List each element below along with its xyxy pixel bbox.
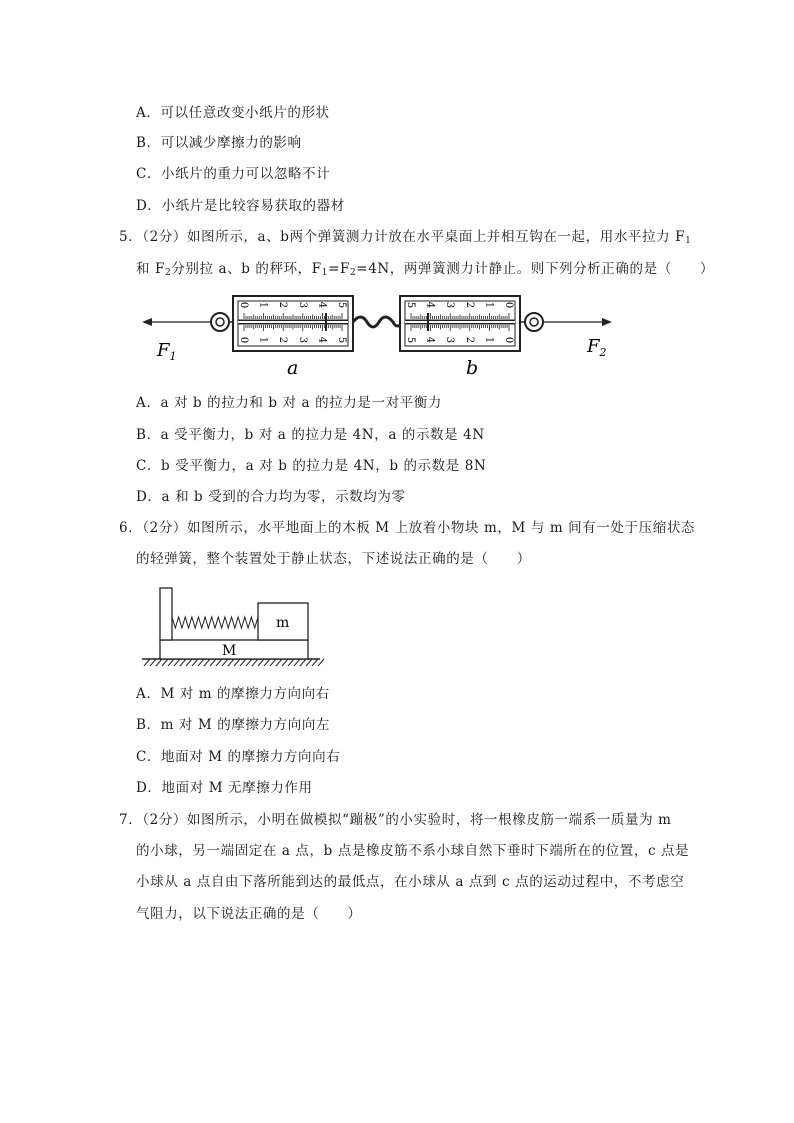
q4-option-c: C．小纸片的重力可以忽略不计 bbox=[136, 166, 331, 182]
balance-a-scale-top-0: 0 bbox=[238, 301, 249, 309]
force-f2-label: $F_2$ bbox=[587, 336, 607, 359]
q6-option-c: C．地面对 M 的摩擦力方向向右 bbox=[136, 749, 341, 765]
balance-b-scale-top-2: 2 bbox=[463, 301, 475, 309]
block-m-label: m bbox=[276, 615, 290, 631]
q5-stem-line1: 5．（2分）如图所示，a、b两个弹簧测力计放在水平桌面上并相互钩在一起，用水平拉力 $F_1$ bbox=[119, 229, 692, 246]
q6-option-d: D．地面对 M 无摩擦力作用 bbox=[136, 780, 313, 796]
balance-a-scale-top-5: 5 bbox=[336, 301, 347, 309]
q6-option-b: B．m 对 M 的摩擦力方向向左 bbox=[136, 717, 331, 733]
balance-b-scale-bottom-5: 5 bbox=[405, 336, 416, 344]
balance-b-scale-bottom-1: 1 bbox=[483, 336, 495, 344]
balance-a-scale-top-1: 1 bbox=[257, 301, 269, 309]
balance-a-scale-bottom-5: 5 bbox=[336, 336, 347, 344]
q4-option-a: A．可以任意改变小纸片的形状 bbox=[136, 105, 330, 121]
q5-option-b: B．a 受平衡力，b 对 a 的拉力是 4N，a 的示数是 4N bbox=[136, 427, 485, 443]
balance-a-scale-top-2: 2 bbox=[277, 301, 289, 309]
balance-a-label: a bbox=[287, 357, 299, 379]
q7-stem-line3: 小球从 a 点自由下落所能到达的最低点，在小球从 a 点到 c 点的运动过程中，不考虑空 bbox=[136, 874, 685, 890]
board-m-label: M bbox=[222, 643, 237, 659]
q5-option-c: C．b 受平衡力，a 对 b 的拉力是 4N，b 的示数是 8N bbox=[136, 458, 487, 474]
q6-stem-line1: 6．（2分）如图所示，水平地面上的木板 M 上放着小物块 m，M 与 m 间有一处于压缩状态 bbox=[119, 520, 696, 536]
balance-b-scale-top-5: 5 bbox=[405, 301, 416, 309]
balance-a-scale-bottom-1: 1 bbox=[257, 336, 269, 344]
compressed-spring bbox=[172, 617, 258, 628]
q6-option-a: A．M 对 m 的摩擦力方向向右 bbox=[136, 686, 330, 702]
balance-a-scale-bottom-4: 4 bbox=[316, 336, 328, 344]
balance-a-scale-bottom-3: 3 bbox=[296, 336, 308, 344]
q6-stem-line2: 的轻弹簧，整个装置处于静止状态，下述说法正确的是（ ） bbox=[136, 551, 531, 567]
balance-b-scale-top-1: 1 bbox=[483, 301, 495, 309]
balance-a-scale-bottom-0: 0 bbox=[238, 336, 249, 344]
balance-a-scale-top-4: 4 bbox=[316, 301, 328, 309]
q7-stem-line4: 气阻力，以下说法正确的是（ ） bbox=[136, 906, 362, 922]
balance-a-scale-bottom-2: 2 bbox=[277, 336, 289, 344]
balance-a-scale-top-3: 3 bbox=[296, 301, 308, 309]
balance-b-scale-bottom-2: 2 bbox=[463, 336, 475, 344]
q5-option-d: D．a 和 b 受到的合力均为零，示数均为零 bbox=[136, 489, 406, 505]
balance-b-scale-bottom-0: 0 bbox=[503, 336, 514, 344]
force-f1-label: $F_1$ bbox=[157, 340, 177, 363]
balance-b-scale-bottom-3: 3 bbox=[444, 336, 456, 344]
balance-b-scale-top-3: 3 bbox=[444, 301, 456, 309]
q7-stem-line2: 的小球，另一端固定在 a 点，b 点是橡皮筋不系小球自然下垂时下端所在的位置，c 点是 bbox=[136, 843, 690, 859]
q5-stem-line2: 和 $F_2$分别拉 a、b 的秤环，$F_1=F_2=4N$，两弹簧测力计静止。则下列分析正确的是（ ） bbox=[136, 261, 715, 278]
balance-b-scale-top-4: 4 bbox=[424, 301, 436, 309]
q4-option-b: B．可以减少摩擦力的影响 bbox=[136, 135, 302, 151]
q5-option-a: A．a 对 b 的拉力和 b 对 a 的拉力是一对平衡力 bbox=[136, 395, 442, 411]
q4-option-d: D．小纸片是比较容易获取的器材 bbox=[136, 198, 345, 214]
q7-stem-line1: 7．（2分）如图所示，小明在做模拟“蹦极”的小实验时，将一根橡皮筋一端系一质量为 m bbox=[119, 812, 672, 828]
balance-b-scale-bottom-4: 4 bbox=[424, 336, 436, 344]
balance-b-label: b bbox=[466, 357, 479, 379]
balance-b-scale-top-0: 0 bbox=[503, 301, 514, 309]
board-wall bbox=[160, 588, 172, 640]
